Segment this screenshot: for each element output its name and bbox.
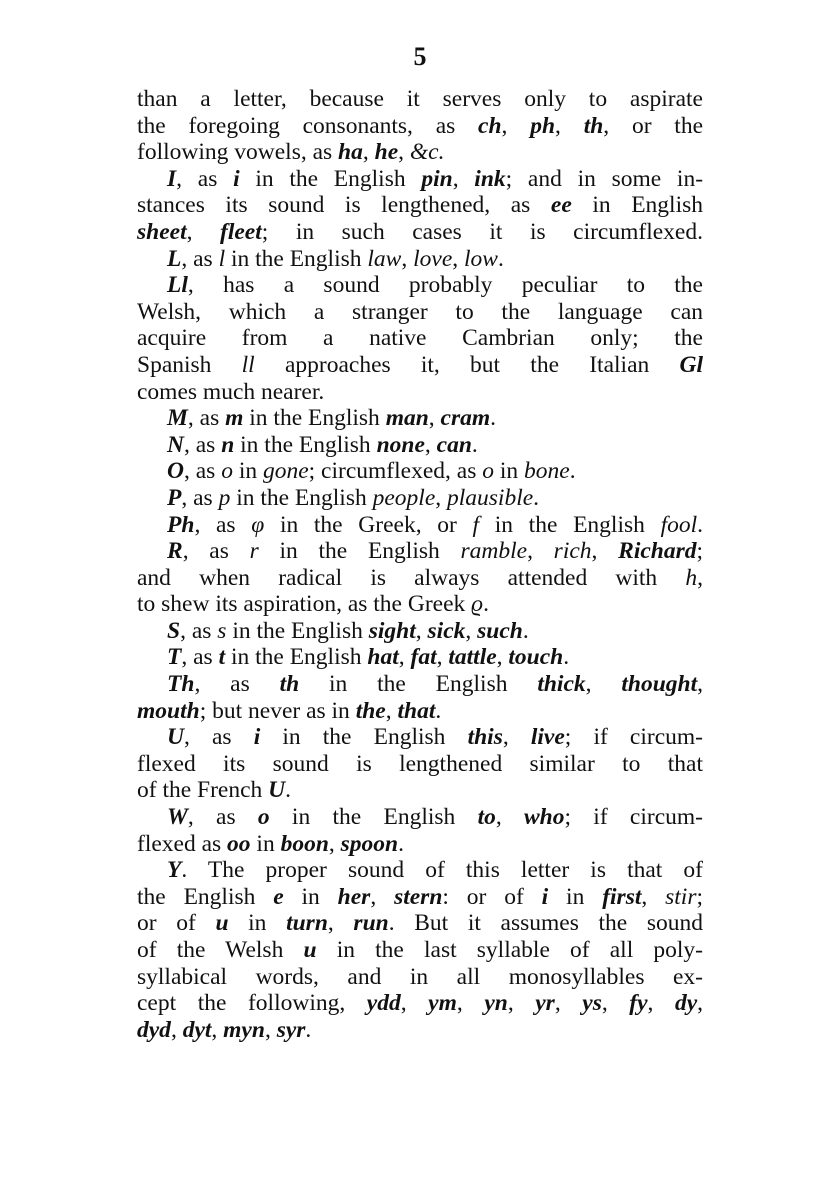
emphasized-term: i <box>541 883 549 910</box>
emphasized-term: r <box>249 538 259 565</box>
emphasized-term: this <box>467 724 503 751</box>
text-line <box>137 698 703 725</box>
emphasized-term: fleet <box>220 218 262 245</box>
emphasized-term: sheet <box>137 218 187 245</box>
text-line <box>137 910 703 937</box>
text-run: , <box>452 245 464 272</box>
emphasized-term: to <box>477 804 496 831</box>
text-run: comes much nearer. <box>137 378 325 405</box>
emphasized-term: low <box>464 245 498 272</box>
emphasized-term: he <box>374 139 399 166</box>
text-run: , as <box>194 671 280 698</box>
emphasized-term: syr <box>276 1016 306 1043</box>
text-line <box>137 964 703 991</box>
emphasized-term: m <box>225 405 244 432</box>
text-line <box>137 166 703 193</box>
emphasized-term: l <box>218 245 226 272</box>
emphasized-term: turn <box>286 910 328 937</box>
text-run: , as <box>183 458 222 485</box>
emphasized-term: cram <box>440 405 491 432</box>
text-line <box>137 246 703 273</box>
text-run: , <box>424 431 437 458</box>
text-run: stances its sound is lengthened, as <box>137 192 551 219</box>
text-run: in <box>228 910 287 937</box>
emphasized-term: P <box>167 484 182 511</box>
text-run: . <box>497 245 504 272</box>
emphasized-term: people <box>372 484 436 511</box>
text-run: ; and in some in- <box>505 165 704 192</box>
emphasized-term: u <box>215 910 229 937</box>
emphasized-term: thick <box>537 671 586 698</box>
emphasized-term: M <box>167 405 188 432</box>
text-run: ; <box>696 883 703 910</box>
text-run: following vowels, as <box>137 139 339 166</box>
text-run: , <box>415 617 428 644</box>
text-run: to shew its aspiration, as the Greek <box>137 591 472 618</box>
emphasized-term: fy <box>629 990 648 1017</box>
emphasized-term: ym <box>428 990 457 1017</box>
text-run: . <box>398 830 404 857</box>
emphasized-term: ydd <box>366 990 401 1017</box>
emphasized-term: ch <box>478 112 502 139</box>
text-run: , <box>211 1016 224 1043</box>
emphasized-term: ϱ <box>471 591 484 618</box>
emphasized-term: oo <box>227 830 251 857</box>
text-run: Welsh, which a stranger to the language can <box>137 298 703 325</box>
text-run: of the Welsh <box>137 937 304 963</box>
text-run: . But it assumes the sound <box>388 910 703 937</box>
text-run: . <box>522 617 529 644</box>
text-run: , <box>362 139 375 166</box>
text-run: in the English <box>299 671 538 698</box>
emphasized-term: W <box>167 804 188 831</box>
emphasized-term: dy <box>674 990 698 1017</box>
text-run: , <box>527 538 554 565</box>
text-run: than a letter, because it serves only to aspirate <box>137 86 703 112</box>
text-run: cept the following, <box>137 990 367 1017</box>
emphasized-term: can <box>436 431 472 458</box>
text-run: , <box>452 165 475 192</box>
emphasized-term: thought <box>621 671 698 698</box>
text-line <box>137 405 703 432</box>
text-line <box>137 379 703 406</box>
text-run: . <box>563 644 570 671</box>
text-run: , <box>495 804 524 831</box>
emphasized-term: love <box>413 245 453 272</box>
text-run: , as <box>183 724 254 751</box>
text-run: in <box>250 830 281 857</box>
emphasized-term: gone <box>262 458 309 485</box>
emphasized-term: ink <box>474 165 506 192</box>
emphasized-term: plausible <box>447 484 534 511</box>
text-run: : or of <box>442 883 542 910</box>
page-number: 5 <box>413 42 427 71</box>
text-run: , <box>170 1016 183 1043</box>
emphasized-term: Ll <box>167 272 188 299</box>
emphasized-term: N <box>167 431 184 458</box>
text-run: in <box>283 883 338 910</box>
text-run: , as <box>181 245 219 272</box>
text-run: ; <box>696 538 704 565</box>
text-run: approaches it, but the Italian <box>254 351 680 378</box>
emphasized-term: ph <box>530 112 556 139</box>
text-line <box>137 937 703 964</box>
emphasized-term: s <box>217 617 227 644</box>
text-line <box>137 724 703 751</box>
emphasized-term: ee <box>550 192 572 219</box>
text-run: , <box>186 218 221 245</box>
emphasized-term: ys <box>582 990 602 1017</box>
text-run: in <box>232 458 263 485</box>
text-run: acquire from a native Cambrian only; the <box>137 325 703 352</box>
text-run: . <box>435 697 442 724</box>
emphasized-term: Ph <box>167 511 195 538</box>
emphasized-term: law <box>367 245 402 272</box>
text-line <box>137 591 703 618</box>
emphasized-term: ll <box>241 351 255 378</box>
text-run: , <box>465 617 478 644</box>
emphasized-term: pin <box>421 165 453 192</box>
emphasized-term: L <box>167 245 182 272</box>
emphasized-term: hat <box>367 644 399 671</box>
text-run: , <box>554 990 583 1017</box>
text-run: , <box>398 139 410 166</box>
emphasized-term: fool <box>660 511 698 538</box>
emphasized-term: dyt <box>182 1016 212 1043</box>
text-line <box>137 192 703 219</box>
emphasized-term: none <box>376 431 425 458</box>
emphasized-term: bone <box>524 458 570 485</box>
emphasized-term: boon <box>280 830 329 857</box>
emphasized-term: rich <box>553 538 592 565</box>
text-run: , <box>456 990 485 1017</box>
text-line <box>137 272 703 299</box>
text-run: in the English <box>258 538 461 565</box>
emphasized-term: touch <box>508 644 564 671</box>
emphasized-term: T <box>167 644 182 671</box>
emphasized-term: Th <box>167 671 195 698</box>
emphasized-term: h <box>685 564 698 591</box>
text-run: ; in such cases it is circumflexed. <box>261 218 703 245</box>
text-run: , <box>697 990 704 1017</box>
text-run: syllabical words, and in all monosyllables ex- <box>137 963 703 990</box>
text-run: or of <box>137 910 216 937</box>
text-line <box>137 86 703 113</box>
text-run: in the English <box>269 804 478 831</box>
text-run: flexed its sound is lengthened similar to that <box>137 750 703 777</box>
emphasized-term: mouth <box>137 697 200 724</box>
text-run: Spanish <box>137 351 242 378</box>
emphasized-term: first <box>602 883 642 910</box>
emphasized-term: Y <box>167 857 182 884</box>
text-run: . <box>490 405 497 432</box>
text-run: . <box>471 431 478 458</box>
text-run: in the English <box>479 511 661 538</box>
text-run: in English <box>571 192 704 219</box>
emphasized-term: ramble <box>460 538 528 565</box>
text-run: the foregoing consonants, as <box>137 112 479 139</box>
text-run: , or the <box>603 112 704 139</box>
text-run: ; if circum- <box>564 804 704 831</box>
emphasized-term: yr <box>535 990 555 1017</box>
text-line <box>137 565 703 592</box>
text-run: , as <box>180 617 218 644</box>
text-run: , <box>428 405 441 432</box>
text-line <box>137 485 703 512</box>
text-run: , <box>697 564 703 591</box>
emphasized-term: that <box>397 697 436 724</box>
text-run: in the English <box>230 484 373 511</box>
text-run: . <box>483 591 489 618</box>
text-run: in the last syllable of all poly- <box>316 937 703 963</box>
text-run: , <box>328 830 341 857</box>
text-run: in the Greek, or <box>264 511 473 538</box>
text-run: in the English <box>243 405 386 432</box>
text-run: in the English <box>234 431 377 458</box>
text-run: , as <box>176 165 234 192</box>
emphasized-term: who <box>524 804 565 831</box>
text-run: , has a sound probably peculiar to the <box>187 272 703 299</box>
text-run: , <box>502 724 531 751</box>
text-run: , as <box>181 644 219 671</box>
text-run: in <box>493 458 525 485</box>
emphasized-term: i <box>253 724 261 751</box>
body-text <box>137 86 703 1043</box>
emphasized-term: S <box>167 617 181 644</box>
text-line <box>137 538 703 565</box>
text-run: and when radical is always attended with <box>137 564 686 591</box>
emphasized-term: stir <box>665 883 697 910</box>
text-run: . <box>305 1016 312 1043</box>
emphasized-term: U <box>268 777 286 804</box>
emphasized-term: yn <box>484 990 508 1017</box>
emphasized-term: i <box>233 165 240 192</box>
text-line <box>137 458 703 485</box>
text-line <box>137 831 703 858</box>
text-run: . <box>569 458 576 485</box>
text-run: , <box>641 883 666 910</box>
text-run: , <box>398 644 411 671</box>
emphasized-term: o <box>221 458 233 485</box>
text-line <box>137 113 703 140</box>
text-run: . <box>285 777 292 804</box>
emphasized-term: I <box>167 165 177 192</box>
emphasized-term: man <box>385 405 429 432</box>
text-run: . <box>533 484 540 511</box>
emphasized-term: the <box>355 697 386 724</box>
emphasized-term: O <box>167 458 184 485</box>
text-run: , as <box>182 538 250 565</box>
emphasized-term: R <box>167 538 183 565</box>
text-run: , <box>400 990 429 1017</box>
emphasized-term: n <box>221 431 235 458</box>
text-run: the English <box>137 883 274 910</box>
emphasized-term: ha <box>338 139 363 166</box>
text-run: . <box>697 511 703 538</box>
text-run: , <box>555 112 584 139</box>
text-line <box>137 299 703 326</box>
text-line <box>137 777 703 804</box>
text-run: in <box>548 883 603 910</box>
text-run: , <box>585 671 622 698</box>
text-run: , <box>436 644 449 671</box>
text-line <box>137 512 703 539</box>
emphasized-term: th <box>583 112 604 139</box>
text-run: ; if circum- <box>564 724 703 751</box>
text-run: , <box>370 883 395 910</box>
text-run: ; but never as in <box>199 697 356 724</box>
text-run: ; circumflexed, as <box>308 458 483 485</box>
emphasized-term: φ <box>251 511 265 538</box>
emphasized-term: o <box>482 458 494 485</box>
emphasized-term: sick <box>427 617 466 644</box>
text-run: , as <box>194 511 252 538</box>
text-run: , <box>501 112 531 139</box>
text-line <box>137 857 703 884</box>
emphasized-term: f <box>472 511 480 538</box>
text-line <box>137 352 703 379</box>
text-run: in the English <box>239 165 422 192</box>
text-run: in the English <box>225 644 368 671</box>
text-run: , <box>601 990 630 1017</box>
emphasized-term: fat <box>410 644 437 671</box>
text-line <box>137 804 703 831</box>
text-run: , <box>697 671 704 698</box>
emphasized-term: live <box>530 724 565 751</box>
text-run: in the English <box>260 724 468 751</box>
text-line <box>137 644 703 671</box>
text-line <box>137 325 703 352</box>
text-run: , <box>591 538 619 565</box>
text-line <box>137 219 703 246</box>
emphasized-term: myn <box>223 1016 265 1043</box>
emphasized-term: dyd <box>137 1016 171 1043</box>
text-run: , as <box>181 484 219 511</box>
emphasized-term: tattle <box>448 644 497 671</box>
emphasized-term: t <box>218 644 226 671</box>
text-line <box>137 618 703 645</box>
emphasized-term: sight <box>368 617 416 644</box>
emphasized-term: e <box>273 883 284 910</box>
text-run: , as <box>183 431 222 458</box>
text-run: , <box>401 245 414 272</box>
emphasized-term: p <box>218 484 231 511</box>
text-line <box>137 751 703 778</box>
text-run: , <box>647 990 675 1017</box>
text-line <box>137 671 703 698</box>
emphasized-term: Gl <box>679 351 703 378</box>
text-run: in the English <box>225 245 368 272</box>
emphasized-term: such <box>477 617 523 644</box>
text-run: , <box>264 1016 277 1043</box>
emphasized-term: her <box>337 883 371 910</box>
text-run: , as <box>187 804 258 831</box>
text-run: , <box>435 484 447 511</box>
text-run: , <box>327 910 354 937</box>
text-run: , as <box>187 405 226 432</box>
text-line <box>137 990 703 1017</box>
emphasized-term: Richard <box>618 538 697 565</box>
text-run: , <box>507 990 536 1017</box>
emphasized-term: &c. <box>409 139 445 166</box>
emphasized-term: run <box>353 910 389 937</box>
text-run: in the English <box>226 617 369 644</box>
emphasized-term: o <box>257 804 270 831</box>
emphasized-term: U <box>167 724 184 751</box>
text-line <box>137 884 703 911</box>
text-line <box>137 432 703 459</box>
text-run: . The proper sound of this letter is that of <box>181 857 703 884</box>
text-line <box>137 139 703 166</box>
text-run: , <box>385 697 398 724</box>
emphasized-term: stern <box>394 883 443 910</box>
text-run: of the French <box>137 777 269 804</box>
text-run: flexed as <box>137 830 228 857</box>
text-line <box>137 1017 703 1044</box>
emphasized-term: u <box>303 937 317 963</box>
emphasized-term: th <box>279 671 300 698</box>
emphasized-term: spoon <box>340 830 399 857</box>
text-run: , <box>496 644 509 671</box>
